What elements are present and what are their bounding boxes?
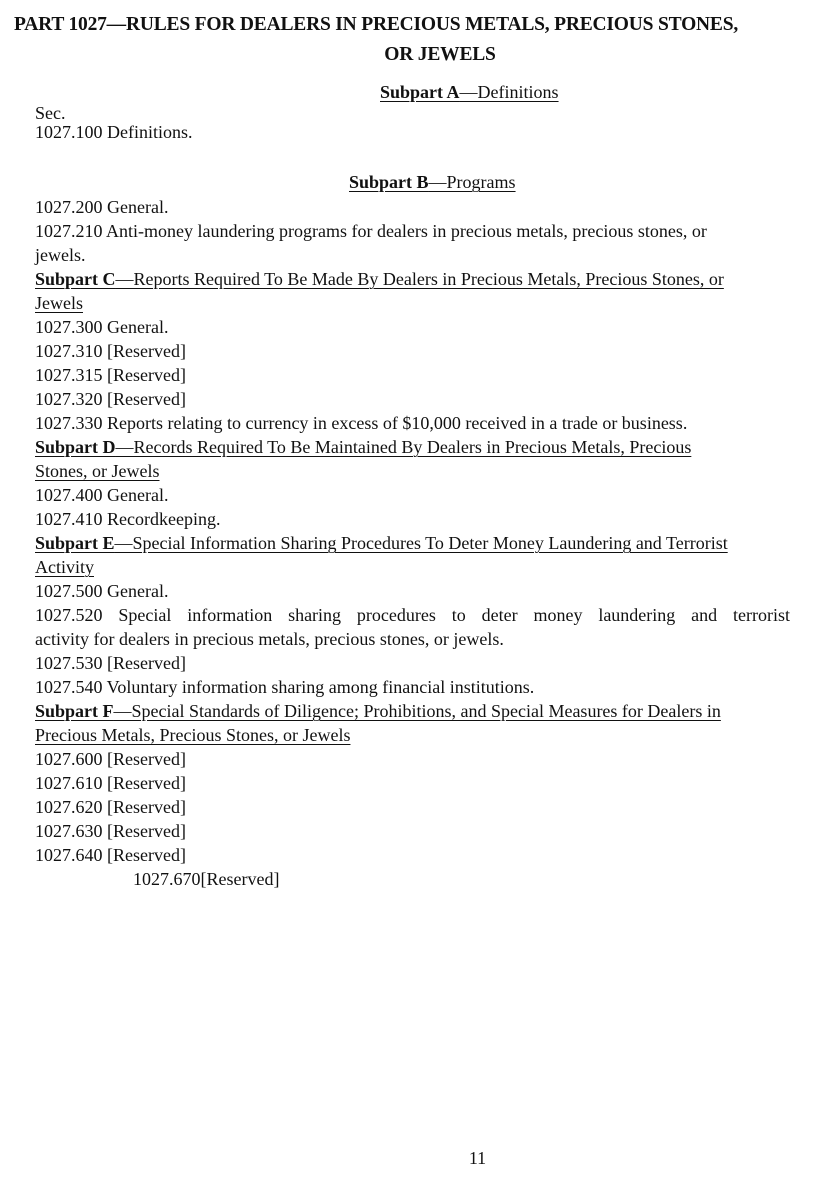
toc-item[interactable]: 1027.520 Special information sharing procedures to deter money laundering and terrorist [35,605,790,625]
toc-item-continuation[interactable]: activity for dealers in precious metals, precious stones, or jewels. [35,629,504,649]
part-title [14,10,814,70]
toc-item[interactable]: 1027.600 [Reserved] [35,749,186,769]
toc-item[interactable]: 1027.210 Anti-money laundering programs for dealers in precious metals, precious stones, or [35,221,707,241]
part-title-line-1: PART 1027—RULES FOR DEALERS IN PRECIOUS METALS, PRECIOUS STONES, [14,14,739,35]
subpart-e-heading [35,531,728,555]
toc-item[interactable]: 1027.500 General. [35,581,169,601]
subpart-d-heading [35,435,691,459]
toc-item[interactable]: 1027.620 [Reserved] [35,797,186,817]
toc-item[interactable]: 1027.630 [Reserved] [35,821,186,841]
toc-item-indented[interactable]: 1027.670[Reserved] [133,869,280,889]
subpart-e-label: Subpart E [35,533,115,553]
sec-label: Sec. [35,103,66,123]
subpart-a-heading [380,80,559,104]
subpart-d-title-line-2: Stones, or Jewels [35,461,160,481]
toc-item[interactable]: 1027.330 Reports relating to currency in excess of $10,000 received in a trade or business. [35,413,688,433]
toc-item[interactable]: 1027.300 General. [35,317,169,337]
toc-item[interactable]: 1027.100 Definitions. [35,122,193,142]
toc-item[interactable]: 1027.400 General. [35,485,169,505]
subpart-c-title-line-1: —Reports Required To Be Made By Dealers in Precious Metals, Precious Stones, or [115,269,724,289]
subpart-a-label: Subpart A [380,82,460,102]
page-number: 11 [468,1148,487,1168]
subpart-a-title: —Definitions [459,82,559,102]
subpart-f-title-line-2: Precious Metals, Precious Stones, or Jewels [35,725,351,745]
toc-item[interactable]: 1027.320 [Reserved] [35,389,186,409]
subpart-b-label: Subpart B [349,172,429,192]
toc-item[interactable]: 1027.310 [Reserved] [35,341,186,361]
toc-item[interactable]: 1027.610 [Reserved] [35,773,186,793]
subpart-e-title-line-1: —Special Information Sharing Procedures To Deter Money Laundering and Terrorist [114,533,728,553]
toc-item[interactable]: 1027.540 Voluntary information sharing among financial institutions. [35,677,535,697]
toc-item-continuation[interactable]: jewels. [35,245,86,265]
subpart-c-title-line-2: Jewels [35,293,83,313]
subpart-e-title-line-2: Activity [35,557,94,577]
toc-item[interactable]: 1027.640 [Reserved] [35,845,186,865]
subpart-b-heading [349,170,516,194]
subpart-d-label: Subpart D [35,437,116,457]
toc-item[interactable]: 1027.530 [Reserved] [35,653,186,673]
subpart-c-label: Subpart C [35,269,116,289]
subpart-f-heading [35,699,721,723]
toc-item[interactable]: 1027.410 Recordkeeping. [35,509,221,529]
toc-item[interactable]: 1027.315 [Reserved] [35,365,186,385]
subpart-d-title-line-1: —Records Required To Be Maintained By Dealers in Precious Metals, Precious [115,437,692,457]
subpart-b-title: —Programs [428,172,516,192]
subpart-c-heading [35,267,724,291]
part-title-line-2: OR JEWELS [384,44,496,65]
toc-item[interactable]: 1027.200 General. [35,197,169,217]
subpart-f-label: Subpart F [35,701,114,721]
subpart-f-title-line-1: —Special Standards of Diligence; Prohibitions, and Special Measures for Dealers in [113,701,721,721]
